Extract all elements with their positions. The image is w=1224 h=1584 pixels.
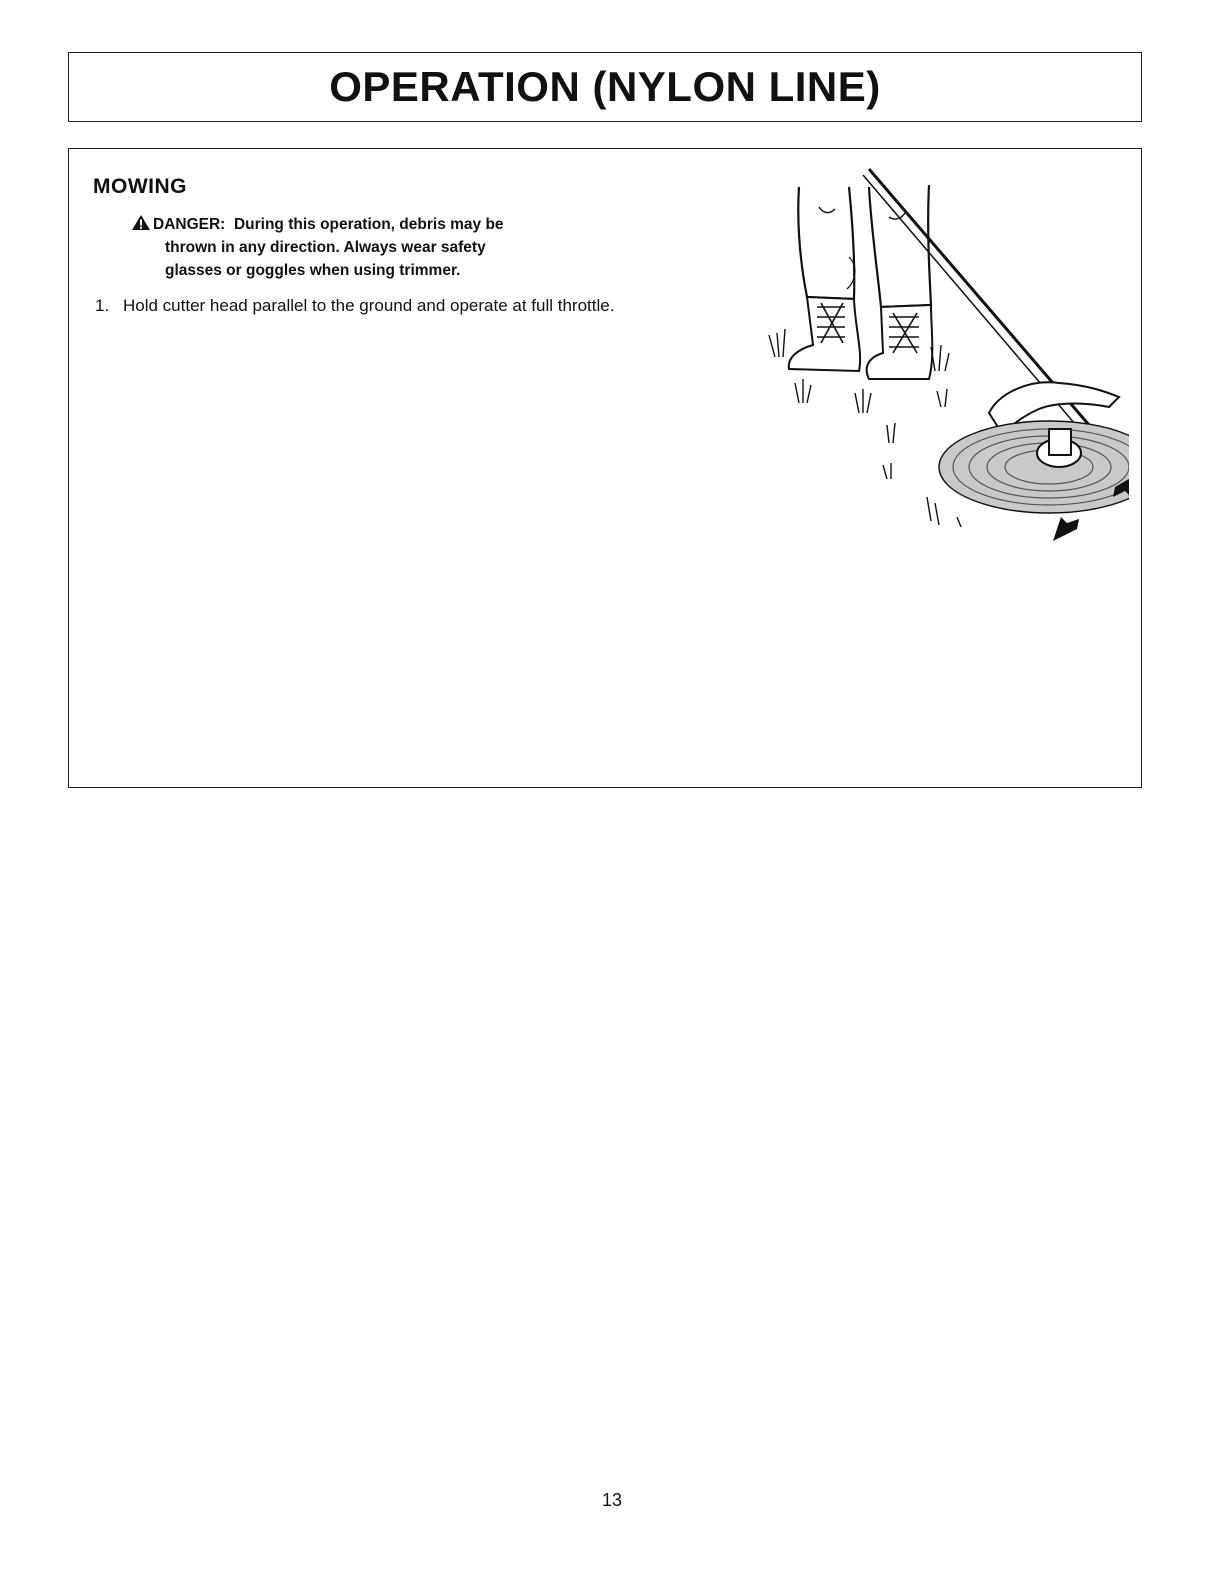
step-number: 1. <box>95 296 110 315</box>
page-title: OPERATION (NYLON LINE) <box>329 63 881 110</box>
warning-triangle-icon <box>131 214 151 231</box>
danger-notice <box>131 213 621 282</box>
trimmer-mowing-illustration <box>759 157 1129 557</box>
danger-label: DANGER: <box>153 216 226 233</box>
section-heading: MOWING <box>93 175 187 198</box>
step-item <box>95 295 625 317</box>
page-number: 13 <box>601 1490 623 1510</box>
danger-line-1: During this operation, debris may be <box>233 216 504 233</box>
step-text: Hold cutter head parallel to the ground and operate at full throttle. <box>123 296 615 315</box>
title-banner <box>68 52 1142 122</box>
mowing-section <box>68 148 1142 788</box>
danger-line-3: glasses or goggles when using trimmer. <box>165 262 461 279</box>
danger-line-2: thrown in any direction. Always wear safety <box>165 239 486 256</box>
